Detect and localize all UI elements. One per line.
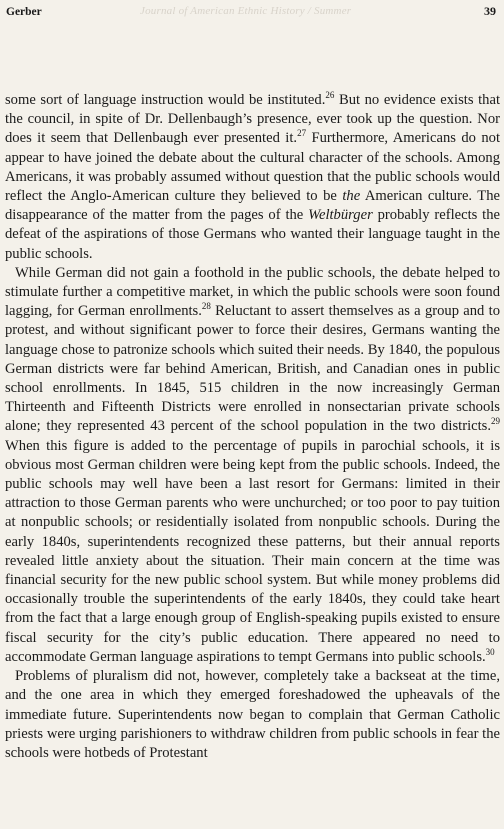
footnote-ref: 30 [485, 647, 495, 658]
text-run: Problems of pluralism did not, however, completely take a backseat at the time, and the one area in which they emerged foreshadowed the upheavals of the immediate future. Superintendents now began to complain that German Catholic priests were urging parishioners to withdraw children from public schools in fear the schools were hotbeds of Protestant [5, 668, 500, 761]
text-run: some sort of language instruction would be instituted. [5, 92, 326, 108]
italic-text: Weltbürger [308, 207, 373, 224]
footnote-ref: 26 [325, 90, 335, 101]
paragraph [5, 91, 500, 264]
text-run: probably reflects the defeat of the aspirations of those Germans who wanted their language taught in the public schools. [5, 207, 501, 262]
running-header [6, 4, 496, 22]
text-run: American culture. The disappearance of the matter from the pages of the [5, 188, 500, 224]
footnote-ref: 27 [297, 128, 307, 139]
italic-text: the [342, 188, 361, 205]
running-head-author: Gerber [6, 6, 42, 18]
text-run: Reluctant to assert themselves as a group and to protest, and without significant power to force their desires, Germans wanting the language chose to patronize schools which suited their needs. By 1840, the populous German districts were far behind American, British, and Canadian ones in public school enrollments. In 1845, 515 children in the now increasingly German Thirteenth and Fifteenth Districts were enrolled in nonsectarian private schools alone; they represented 43 percent of the school population in the two districts. [5, 303, 501, 435]
bleed-through-text: Journal of American Ethnic History / Summer [140, 5, 352, 17]
text-run: While German did not gain a foothold in the public schools, the debate helped to stimulate further a competitive market, in which the public schools were soon found lagging, for German enrollments. [5, 264, 500, 320]
body-text [5, 91, 500, 763]
text-run: Furthermore, Americans do not appear to have joined the debate about the cultural character of the schools. Among Americans, it was probably assumed without question that the public schools would reflect the Anglo-American culture they believed to be [5, 130, 501, 205]
paragraph [5, 264, 500, 667]
page-number: 39 [484, 4, 496, 18]
text-run: When this figure is added to the percentage of pupils in parochial schools, it is obvious most German children were being kept from the public schools. Indeed, the public schools may well have been a last resort for Germans: limited in their attraction to those German parents who were unchurched; or too poor to pay tuition at nonpublic schools; or residentially isolated from nonpublic schools. During the early 1840s, superintendents recognized these patterns, but their annual reports revealed little anxiety about the situation. Their main concern at the time was financial security for the new public school system. But while money problems did occasionally trouble the superintendents of the early 1840s, they could take heart from the fact that a large enough group of English-speaking pupils existed to ensure fiscal security for the city’s public education. There appeared no need to accommodate German language aspirations to tempt Germans into public schools. [5, 437, 500, 665]
footnote-ref: 29 [491, 416, 500, 427]
footnote-ref: 28 [201, 301, 211, 312]
text-run: But no evidence exists that the council, in spite of Dr. Dellenbaugh’s presence, ever took up the question. Nor does it seem that Dellenbaugh ever presented it. [5, 92, 501, 147]
paragraph [5, 667, 500, 763]
